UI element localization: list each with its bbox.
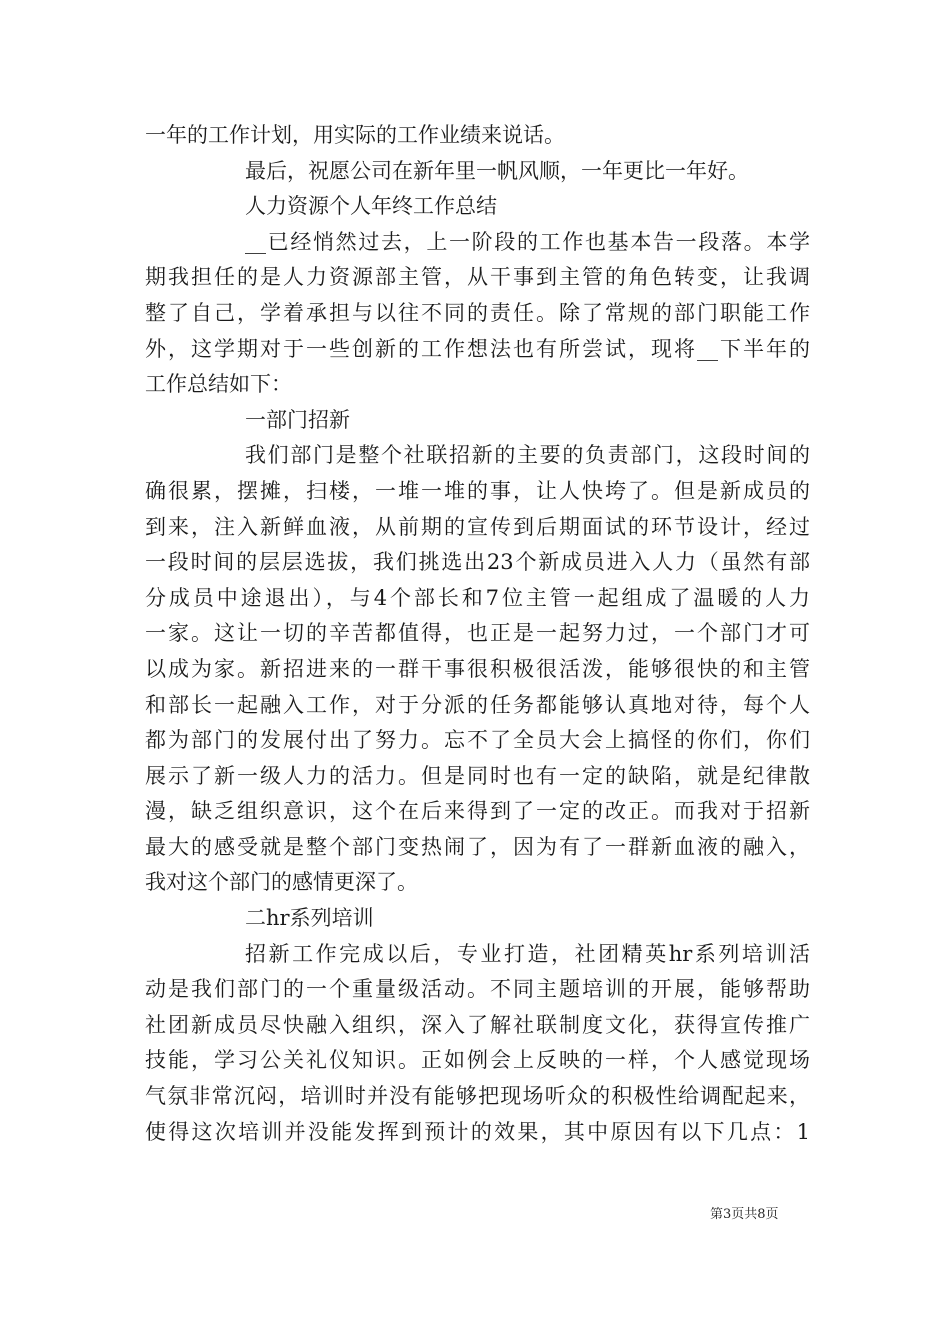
paragraph-line: 最大的感受就是整个部门变热闹了，因为有了一群新血液的融入， bbox=[145, 834, 810, 859]
paragraph-line: 展示了新一级人力的活力。但是同时也有一定的缺陷，就是纪律散 bbox=[145, 763, 810, 788]
paragraph-line: 到来，注入新鲜血液，从前期的宣传到后期面试的环节设计，经过 bbox=[145, 514, 810, 539]
paragraph-line: 外，这学期对于一些创新的工作想法也有所尝试，现将__下半年的 bbox=[145, 336, 810, 361]
paragraph-line: 工作总结如下： bbox=[145, 372, 292, 397]
page-number: 第3页共8页 bbox=[710, 1207, 779, 1222]
paragraph-line: 技能，学习公关礼仪知识。正如例会上反映的一样，个人感觉现场 bbox=[145, 1048, 810, 1073]
paragraph-line: 招新工作完成以后，专业打造，社团精英hr系列培训活 bbox=[245, 941, 810, 966]
paragraph-line: 确很累，摆摊，扫楼，一堆一堆的事，让人快垮了。但是新成员的 bbox=[145, 478, 810, 503]
paragraph-line: 使得这次培训并没能发挥到预计的效果，其中原因有以下几点：1 bbox=[145, 1119, 810, 1144]
section-heading: 一部门招新 bbox=[245, 407, 350, 432]
paragraph-line: 期我担任的是人力资源部主管，从干事到主管的角色转变，让我调 bbox=[145, 265, 810, 290]
section-heading: 二hr系列培训 bbox=[245, 906, 374, 931]
document-body bbox=[145, 118, 810, 1150]
paragraph-line: __已经悄然过去，上一阶段的工作也基本告一段落。本学 bbox=[245, 229, 810, 254]
paragraph-line: 整了自己，学着承担与以往不同的责任。除了常规的部门职能工作 bbox=[145, 300, 810, 325]
paragraph-line: 分成员中途退出），与4个部长和7位主管一起组成了温暖的人力 bbox=[145, 585, 810, 610]
paragraph-line: 动是我们部门的一个重量级活动。不同主题培训的开展，能够帮助 bbox=[145, 977, 810, 1002]
paragraph-line: 最后，祝愿公司在新年里一帆风顺，一年更比一年好。 bbox=[245, 158, 749, 183]
paragraph-line: 漫，缺乏组织意识，这个在后来得到了一定的改正。而我对于招新 bbox=[145, 799, 810, 824]
paragraph-line: 我对这个部门的感情更深了。 bbox=[145, 870, 418, 895]
paragraph-line: 我们部门是整个社联招新的主要的负责部门，这段时间的 bbox=[245, 443, 810, 468]
paragraph-line: 一段时间的层层选拔，我们挑选出23个新成员进入人力（虽然有部 bbox=[145, 550, 810, 575]
paragraph-line: 和部长一起融入工作，对于分派的任务都能够认真地对待，每个人 bbox=[145, 692, 810, 717]
paragraph-line: 气氛非常沉闷，培训时并没有能够把现场听众的积极性给调配起来， bbox=[145, 1084, 810, 1109]
paragraph-line: 以成为家。新招进来的一群干事很积极很活泼，能够很快的和主管 bbox=[145, 656, 810, 681]
paragraph-line: 都为部门的发展付出了努力。忘不了全员大会上搞怪的你们，你们 bbox=[145, 728, 810, 753]
paragraph-line: 一年的工作计划，用实际的工作业绩来说话。 bbox=[145, 123, 565, 147]
section-title: 人力资源个人年终工作总结 bbox=[245, 194, 497, 219]
paragraph-line: 社团新成员尽快融入组织，深入了解社联制度文化，获得宣传推广 bbox=[145, 1012, 810, 1037]
paragraph-line: 一家。这让一切的辛苦都值得，也正是一起努力过，一个部门才可 bbox=[145, 621, 810, 646]
